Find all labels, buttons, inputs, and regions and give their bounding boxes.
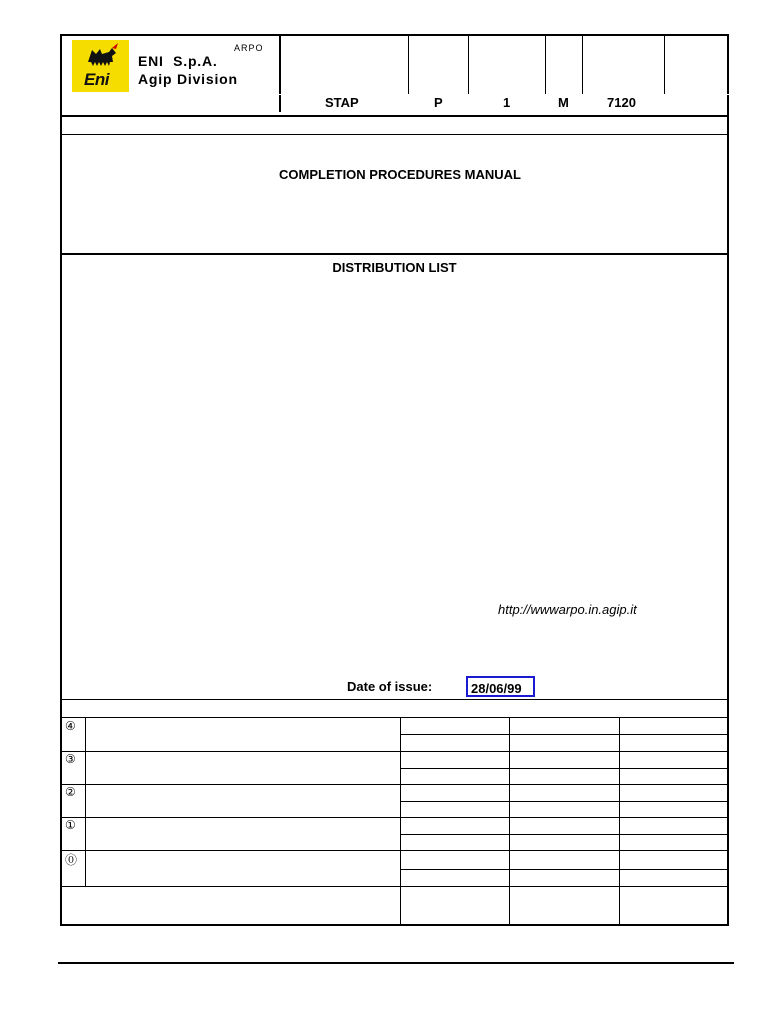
logo-text: Eni (84, 70, 109, 89)
unit-label: ARPO (234, 43, 264, 53)
revision-marker-0: ⓪ (65, 853, 78, 867)
code-stap: STAP (325, 95, 359, 110)
code-1: 1 (503, 95, 511, 110)
company-name: ENI S.p.A. (138, 53, 218, 69)
revision-marker-4: ④ (65, 719, 76, 733)
revision-marker-3: ③ (65, 752, 76, 766)
revision-marker-1: ① (65, 818, 76, 832)
header-divider (279, 34, 281, 112)
division-name: Agip Division (138, 71, 238, 87)
date-value: 28/06/99 (471, 681, 522, 696)
manual-title: COMPLETION PROCEDURES MANUAL (279, 167, 521, 182)
date-label: Date of issue: (347, 679, 433, 694)
code-p: P (434, 95, 443, 110)
code-m: M (558, 95, 569, 110)
revision-marker-2: ② (65, 785, 76, 799)
footer-rule (58, 962, 734, 964)
distribution-heading: DISTRIBUTION LIST (332, 260, 457, 275)
date-of-issue-field[interactable] (466, 676, 535, 697)
code-7120: 7120 (607, 95, 636, 110)
website-url[interactable]: http://wwwarpo.in.agip.it (498, 602, 637, 617)
